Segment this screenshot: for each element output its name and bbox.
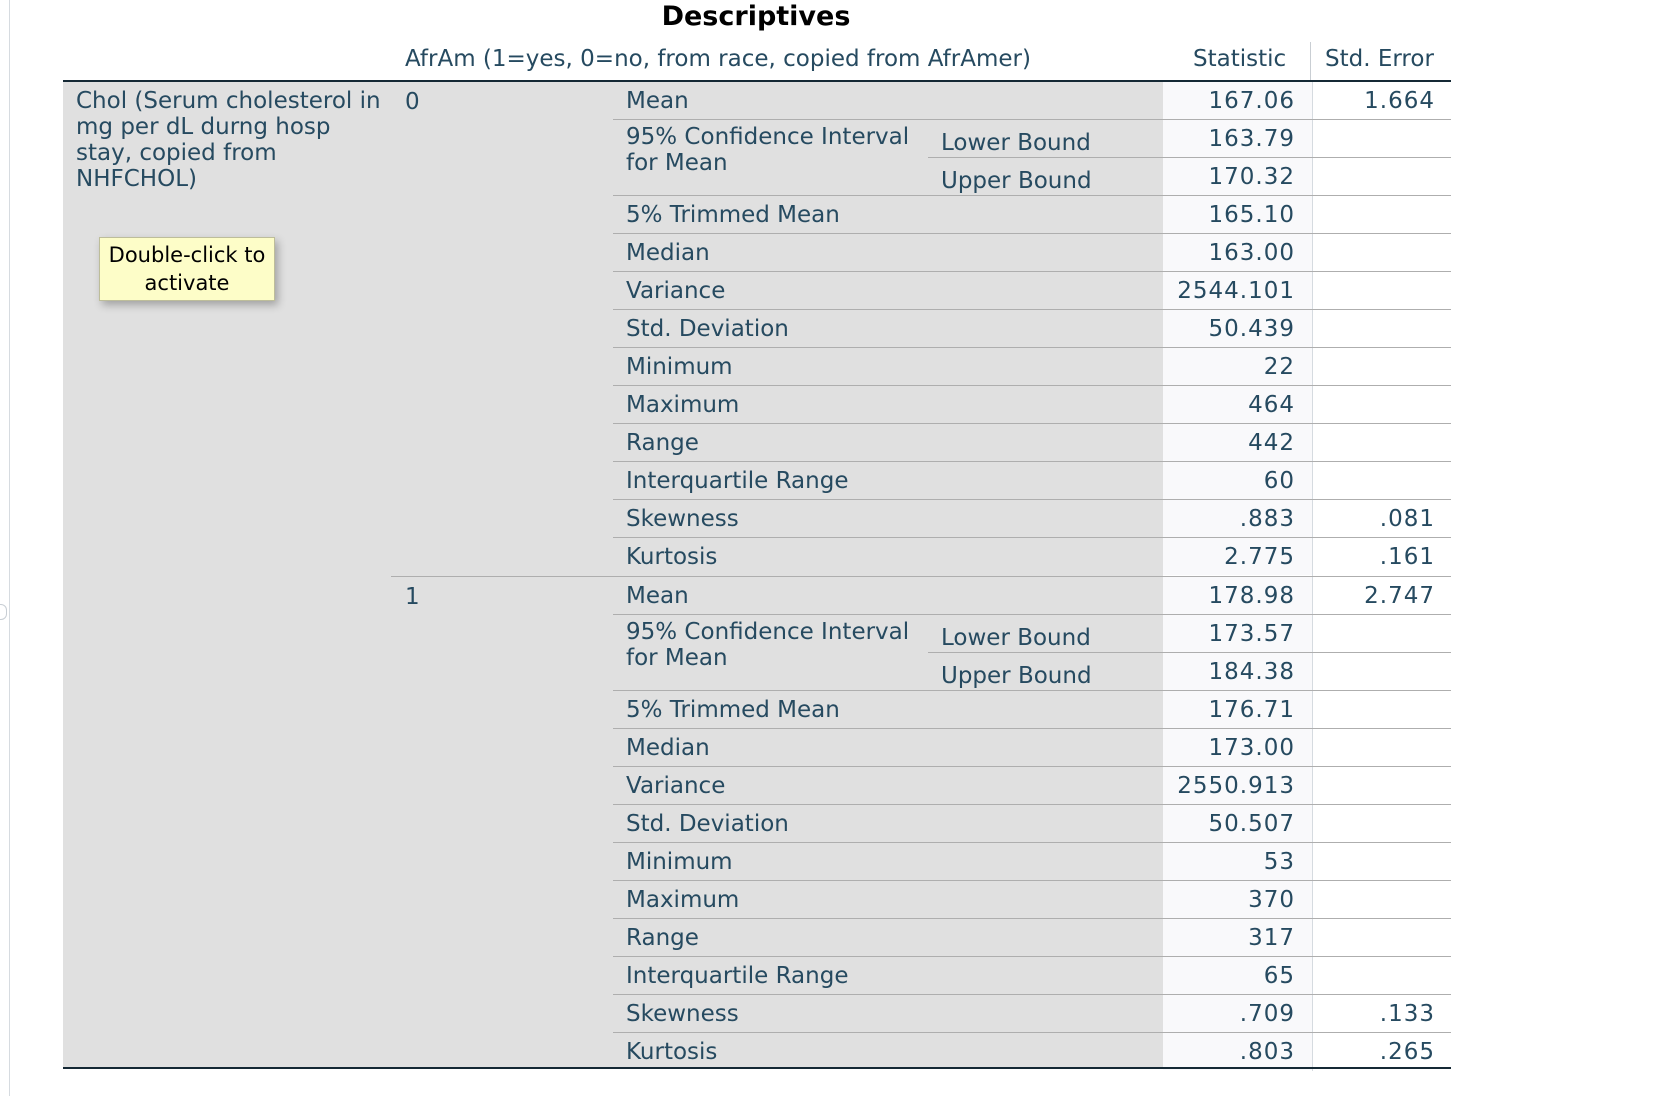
upper-bound-label: Upper Bound <box>941 168 1092 194</box>
statistic-cell[interactable]: 163.79 <box>1163 120 1312 157</box>
table-row[interactable] <box>613 82 1451 120</box>
statistic-cell[interactable]: 178.98 <box>1163 577 1312 614</box>
statistic-cell[interactable]: 442 <box>1163 424 1312 461</box>
statistic-label: Maximum <box>626 392 740 418</box>
statistic-label: Range <box>626 925 699 951</box>
statistic-label: Variance <box>626 773 726 799</box>
statistic-cell[interactable]: 165.10 <box>1163 196 1312 233</box>
std-error-cell[interactable] <box>1313 729 1451 766</box>
std-error-cell[interactable]: .133 <box>1313 995 1451 1032</box>
group-variable-header: AfrAm (1=yes, 0=no, from race, copied from AfrAmer) <box>405 46 1031 72</box>
std-error-cell[interactable] <box>1313 424 1451 461</box>
std-error-cell[interactable] <box>1313 615 1451 652</box>
table-row[interactable] <box>613 691 1451 729</box>
statistic-label: Variance <box>626 278 726 304</box>
std-error-cell[interactable]: .265 <box>1313 1033 1451 1070</box>
double-click-tooltip: Double-click to activate <box>99 237 275 301</box>
std-error-cell[interactable] <box>1313 234 1451 271</box>
statistic-label: Interquartile Range <box>626 963 849 989</box>
std-error-cell[interactable] <box>1313 120 1451 157</box>
header-column-separator <box>1310 42 1311 80</box>
statistic-cell[interactable]: 163.00 <box>1163 234 1312 271</box>
statistic-label: Std. Deviation <box>626 811 789 837</box>
upper-bound-label: Upper Bound <box>941 663 1092 689</box>
std-error-cell[interactable] <box>1313 767 1451 804</box>
table-row[interactable] <box>613 196 1451 234</box>
std-error-cell[interactable] <box>1313 462 1451 499</box>
statistic-cell[interactable]: 170.32 <box>1163 158 1312 195</box>
lower-bound-label: Lower Bound <box>941 625 1091 651</box>
std-error-cell[interactable] <box>1313 881 1451 918</box>
statistic-cell[interactable]: 60 <box>1163 462 1312 499</box>
confidence-interval-label: 95% Confidence Interval for Mean <box>626 124 910 176</box>
std-error-cell[interactable] <box>1313 957 1451 994</box>
group-separator <box>391 576 1451 577</box>
std-error-cell[interactable] <box>1313 158 1451 195</box>
table-row[interactable] <box>613 995 1451 1033</box>
std-error-cell[interactable] <box>1313 919 1451 956</box>
statistic-label: Minimum <box>626 354 733 380</box>
table-row[interactable] <box>613 310 1451 348</box>
statistic-label: Median <box>626 240 710 266</box>
statistic-cell[interactable]: 184.38 <box>1163 653 1312 690</box>
std-error-column-header: Std. Error <box>1325 46 1434 72</box>
table-row[interactable] <box>613 234 1451 272</box>
table-row[interactable] <box>613 767 1451 805</box>
statistic-label: Kurtosis <box>626 1039 718 1065</box>
std-error-cell[interactable] <box>1313 691 1451 728</box>
statistic-label: Interquartile Range <box>626 468 849 494</box>
statistic-cell[interactable]: 53 <box>1163 843 1312 880</box>
std-error-cell[interactable] <box>1313 196 1451 233</box>
confidence-interval-label: 95% Confidence Interval for Mean <box>626 619 910 671</box>
statistic-cell[interactable]: 2544.101 <box>1163 272 1312 309</box>
statistic-label: Minimum <box>626 849 733 875</box>
group-label: 1 <box>405 584 420 610</box>
statistic-label: Maximum <box>626 887 740 913</box>
table-row[interactable] <box>613 1033 1451 1071</box>
table-row[interactable] <box>613 272 1451 310</box>
table-row[interactable] <box>613 881 1451 919</box>
statistic-cell[interactable]: 2550.913 <box>1163 767 1312 804</box>
viewer-left-border <box>0 0 10 1096</box>
table-row[interactable] <box>613 577 1451 615</box>
table-row[interactable] <box>613 805 1451 843</box>
std-error-cell[interactable] <box>1313 386 1451 423</box>
statistic-cell[interactable]: 2.775 <box>1163 538 1312 575</box>
statistic-cell[interactable]: 22 <box>1163 348 1312 385</box>
table-row[interactable] <box>613 348 1451 386</box>
statistic-cell[interactable]: 167.06 <box>1163 82 1312 119</box>
statistic-cell[interactable]: 65 <box>1163 957 1312 994</box>
statistic-cell[interactable]: 464 <box>1163 386 1312 423</box>
dependent-variable-label: Chol (Serum cholesterol in mg per dL durng hosp stay, copied from NHFCHOL) <box>76 88 381 192</box>
statistic-label: Median <box>626 735 710 761</box>
statistic-label: Kurtosis <box>626 544 718 570</box>
table-row[interactable] <box>613 729 1451 767</box>
table-row[interactable] <box>613 462 1451 500</box>
lower-bound-label: Lower Bound <box>941 130 1091 156</box>
statistic-label: 5% Trimmed Mean <box>626 202 840 228</box>
table-title: Descriptives <box>661 1 851 32</box>
table-row[interactable] <box>613 386 1451 424</box>
statistic-cell[interactable]: 50.507 <box>1163 805 1312 842</box>
statistic-cell[interactable]: 173.57 <box>1163 615 1312 652</box>
statistic-label: Skewness <box>626 1001 739 1027</box>
std-error-cell[interactable] <box>1313 653 1451 690</box>
table-row[interactable] <box>613 500 1451 538</box>
statistic-label: Range <box>626 430 699 456</box>
std-error-cell[interactable] <box>1313 843 1451 880</box>
table-row[interactable] <box>613 843 1451 881</box>
std-error-cell[interactable] <box>1313 272 1451 309</box>
group-label: 0 <box>405 89 420 115</box>
table-row[interactable] <box>613 957 1451 995</box>
statistic-label: 5% Trimmed Mean <box>626 697 840 723</box>
std-error-cell[interactable]: .161 <box>1313 538 1451 575</box>
statistic-label: Skewness <box>626 506 739 532</box>
std-error-cell[interactable]: 2.747 <box>1313 577 1451 614</box>
statistic-cell[interactable]: 370 <box>1163 881 1312 918</box>
statistic-cell[interactable]: 50.439 <box>1163 310 1312 347</box>
statistic-cell[interactable]: .883 <box>1163 500 1312 537</box>
table-row[interactable] <box>613 538 1451 576</box>
std-error-cell[interactable]: 1.664 <box>1313 82 1451 119</box>
std-error-cell[interactable] <box>1313 348 1451 385</box>
table-row[interactable] <box>613 919 1451 957</box>
statistic-column-header: Statistic <box>1193 46 1287 72</box>
std-error-cell[interactable]: .081 <box>1313 500 1451 537</box>
statistic-cell[interactable]: 173.00 <box>1163 729 1312 766</box>
statistic-label: Std. Deviation <box>626 316 789 342</box>
statistic-cell[interactable]: 176.71 <box>1163 691 1312 728</box>
statistic-cell[interactable]: .803 <box>1163 1033 1312 1070</box>
statistic-cell[interactable]: 317 <box>1163 919 1312 956</box>
statistic-cell[interactable]: .709 <box>1163 995 1312 1032</box>
std-error-cell[interactable] <box>1313 310 1451 347</box>
statistic-label: Mean <box>626 583 689 609</box>
statistic-label: Mean <box>626 88 689 114</box>
std-error-cell[interactable] <box>1313 805 1451 842</box>
table-bottom-rule <box>63 1067 1451 1069</box>
table-row[interactable] <box>613 424 1451 462</box>
